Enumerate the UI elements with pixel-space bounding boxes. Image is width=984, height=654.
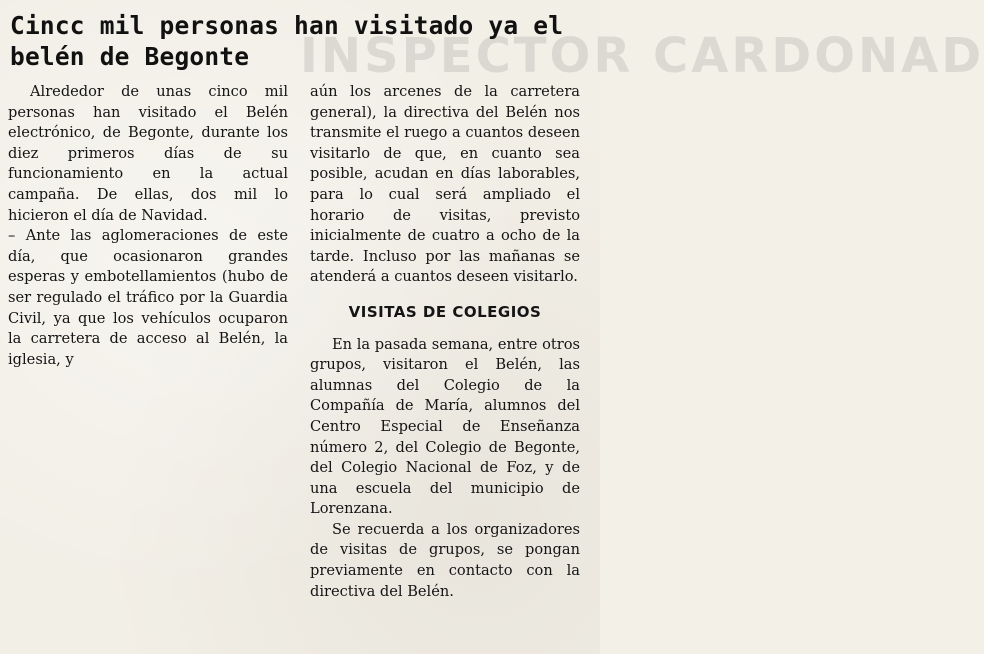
- article-paragraph: En la pasada semana, entre otros grupos, visitaron el Belén, las alumnas del Colegio de la Compañía de María, alumnos del Centro Especial de Enseñanza número 2, del Colegio de Begonte, del Colegio Nacional de Foz, y de una escuela del municipio de Lorenzana.: [310, 335, 580, 518]
- article-paragraph: – Ante las aglomeraciones de este día, que ocasionaron grandes esperas y embotellamientos (hubo de ser regulado el tráfico por la Guardia Civil, ya que los vehículos ocuparon la carretera de acceso al Belén, la iglesia, y: [8, 227, 288, 368]
- article-paragraph: aún los arcenes de la carretera general), la directiva del Belén nos transmite el ruego a cuantos deseen visitarlo de que, en cuanto sea posible, acudan en días laborables, para lo cual será ampliado el horario de visitas, previsto inicialmente de cuatro a ocho de la tarde. Incluso por las mañanas se atenderá a cuantos deseen visitarlo.: [310, 83, 580, 286]
- article-column-left: [8, 82, 288, 370]
- article-paragraph: Se recuerda a los organizadores de visitas de grupos, se pongan previamente en contacto con la directiva del Belén.: [310, 520, 580, 600]
- article-paragraph: Alrededor de unas cinco mil personas han visitado el Belén electrónico, de Begonte, durante los diez primeros días de su funcionamiento en la actual campaña. De ellas, dos mil lo hicieron el día de Navidad.: [8, 83, 288, 224]
- headline: Cincc mil personas han visitado ya el belén de Begonte: [10, 11, 564, 71]
- section-heading: VISITAS DE COLEGIOS: [348, 302, 542, 321]
- article-column-right: [310, 82, 580, 602]
- bleed-through-text: INSPECTOR CARDONAD: [300, 28, 984, 84]
